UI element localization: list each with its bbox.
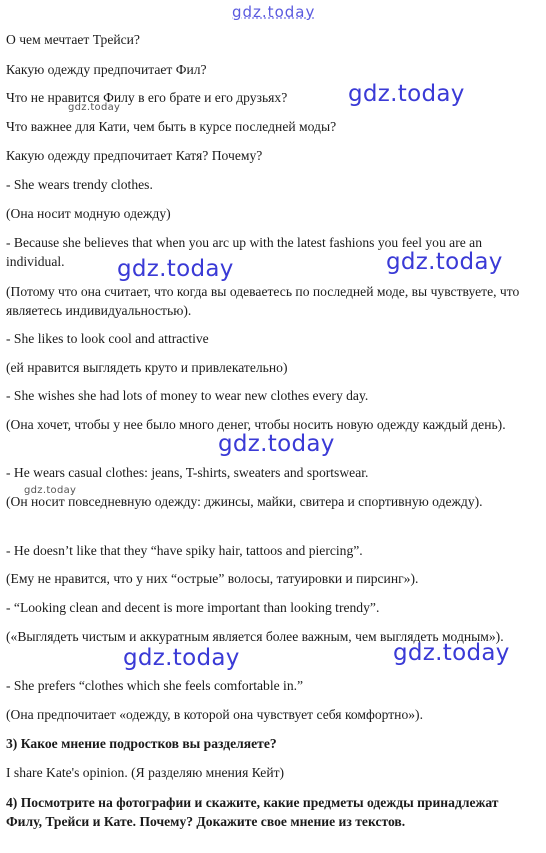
watermark: gdz.today — [117, 256, 234, 282]
translation-line: (Потому что она считает, что когда вы одеваетесь по последней моде, вы чувствуете, что являетесь индивидуальностью). — [6, 284, 520, 318]
answer-line: - She prefers “clothes which she feels comfortable in.” — [6, 678, 304, 693]
answer-line: - He doesn’t like that they “have spiky hair, tattoos and piercing”. — [6, 543, 363, 558]
watermark: gdz.today — [393, 640, 510, 666]
translation-line: (Она предпочитает «одежду, в которой она чувствует себя комфортно»). — [6, 707, 423, 722]
translation-line: (ей нравится выглядеть круто и привлекательно) — [6, 360, 288, 375]
answer-line: - She likes to look cool and attractive — [6, 331, 209, 346]
question-line: Что не нравится Филу в его брате и его друзьях? — [6, 90, 288, 105]
watermark: gdz.today — [348, 81, 465, 107]
translation-line: (Ему не нравится, что у них “острые” волосы, татуировки и пирсинг»). — [6, 571, 419, 586]
question-line: Что важнее для Кати, чем быть в курсе последней моды? — [6, 119, 337, 134]
question-line: Какую одежду предпочитает Фил? — [6, 62, 207, 77]
watermark: gdz.today — [218, 431, 335, 457]
watermark: gdz.today — [232, 3, 316, 21]
watermark: gdz.today — [24, 485, 77, 496]
watermark: gdz.today — [68, 102, 121, 113]
answer-line: - He wears casual clothes: jeans, T-shirts, sweaters and sportswear. — [6, 465, 369, 480]
translation-line: («Выглядеть чистым и аккуратным является более важным, чем выглядеть модным»). — [6, 629, 504, 644]
answer-line: - Because she believes that when you arc up with the latest fashions you feel you are an individual. — [6, 235, 483, 269]
watermark: gdz.today — [123, 645, 240, 671]
question-line: Какую одежду предпочитает Катя? Почему? — [6, 148, 263, 163]
answer-line: - She wishes she had lots of money to wear new clothes every day. — [6, 388, 369, 403]
answer-line: - She wears trendy clothes. — [6, 177, 153, 192]
translation-line: (Она хочет, чтобы у нее было много денег, чтобы носить новую одежду каждый день). — [6, 417, 506, 432]
translation-line: (Она носит модную одежду) — [6, 206, 171, 221]
answer-line: I share Kate's opinion. (Я разделяю мнения Кейт) — [6, 765, 285, 780]
section-heading: 3) Какое мнение подростков вы разделяете? — [6, 736, 277, 751]
question-line: О чем мечтает Трейси? — [6, 32, 140, 47]
translation-line: (Он носит повседневную одежду: джинсы, майки, свитера и спортивную одежду). — [6, 494, 483, 509]
answer-line: - “Looking clean and decent is more important than looking trendy”. — [6, 600, 380, 615]
section-heading: 4) Посмотрите на фотографии и скажите, какие предметы одежды принадлежат Филу, Трейси и Кате. Почему? Докажите свое мнение из текстов. — [6, 795, 499, 829]
watermark: gdz.today — [386, 249, 503, 275]
